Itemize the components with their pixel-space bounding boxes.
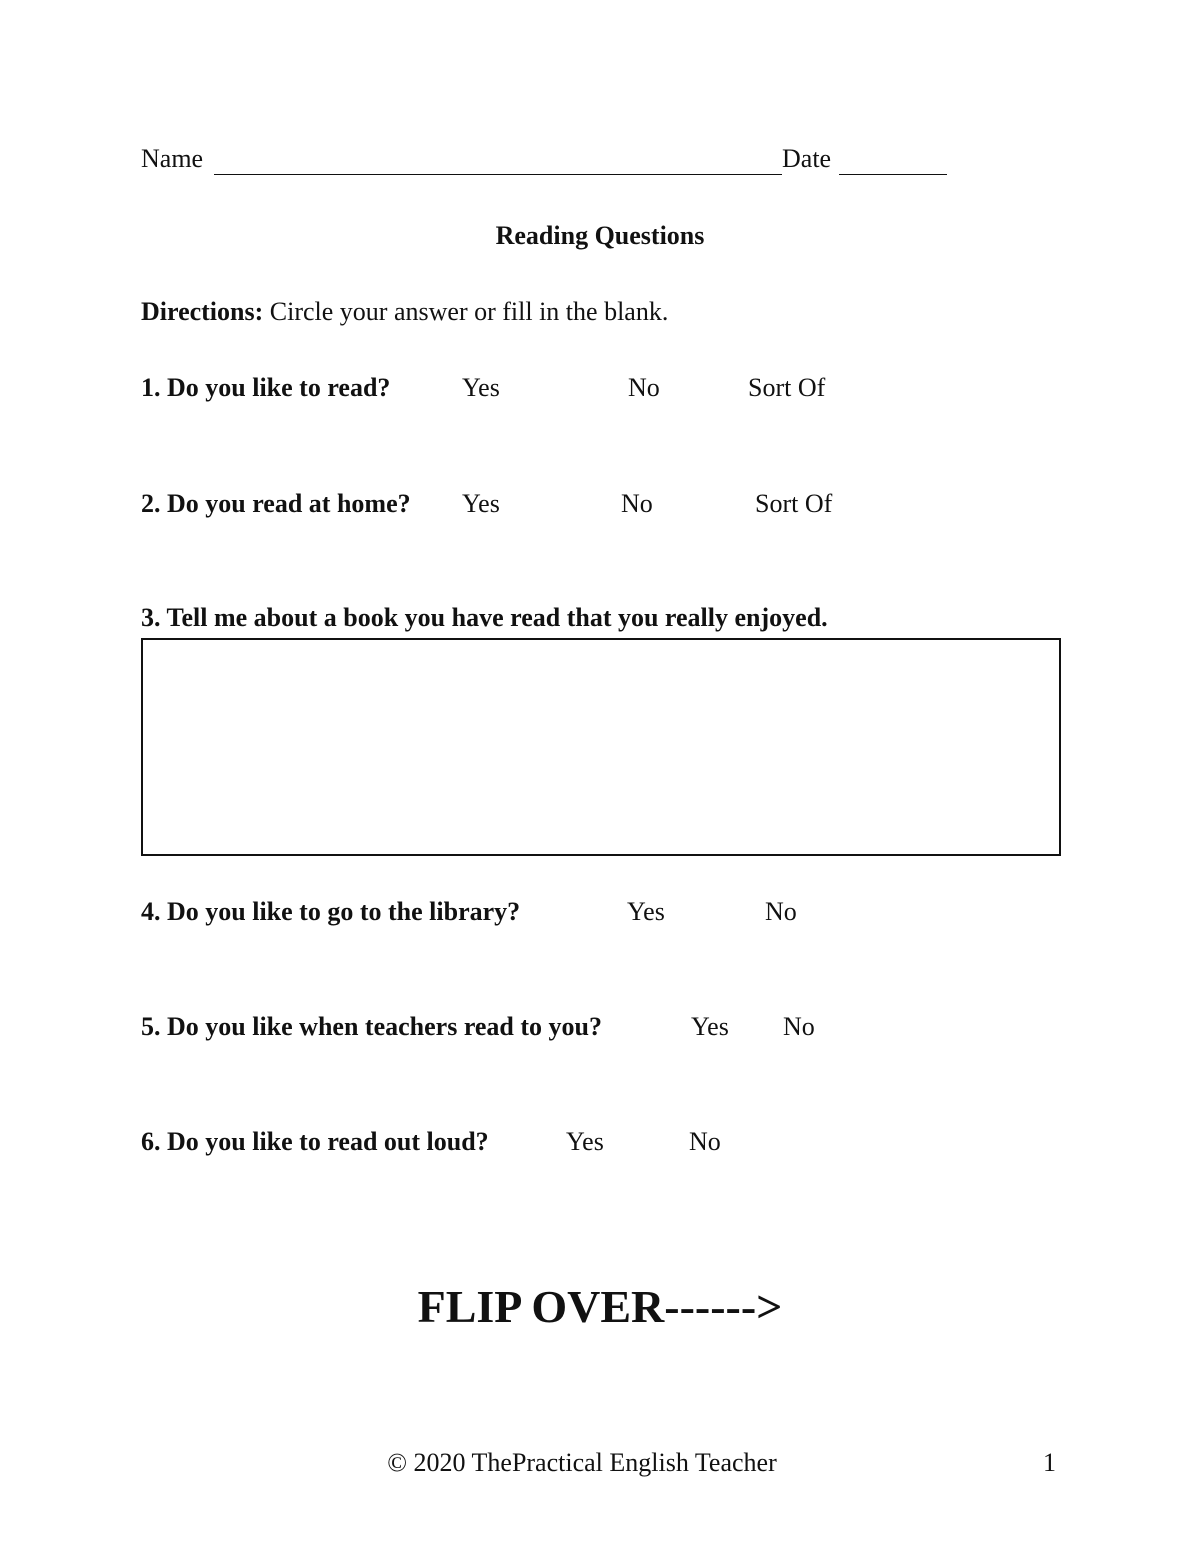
directions-text: Circle your answer or fill in the blank. bbox=[269, 297, 669, 326]
name-blank-line[interactable] bbox=[214, 174, 782, 175]
question-6-option-no[interactable]: No bbox=[689, 1127, 721, 1156]
question-6-option-yes[interactable]: Yes bbox=[566, 1127, 604, 1156]
question-4-option-no[interactable]: No bbox=[765, 897, 797, 926]
question-3-answer-box[interactable] bbox=[141, 638, 1061, 856]
question-4-prompt: 4. Do you like to go to the library? bbox=[141, 897, 521, 926]
page-number: 1 bbox=[1043, 1448, 1056, 1477]
page-title: Reading Questions bbox=[495, 221, 705, 250]
question-5-prompt: 5. Do you like when teachers read to you? bbox=[141, 1012, 603, 1041]
question-4-option-yes[interactable]: Yes bbox=[627, 897, 665, 926]
question-1-prompt: 1. Do you like to read? bbox=[141, 373, 391, 402]
name-label: Name bbox=[141, 144, 204, 173]
question-1-option-no[interactable]: No bbox=[628, 373, 660, 402]
question-2-prompt: 2. Do you read at home? bbox=[141, 489, 411, 518]
question-2-option-yes[interactable]: Yes bbox=[462, 489, 500, 518]
question-5-option-yes[interactable]: Yes bbox=[691, 1012, 729, 1041]
directions-label: Directions: bbox=[141, 297, 264, 326]
directions bbox=[141, 296, 668, 328]
question-2-option-sort-of[interactable]: Sort Of bbox=[755, 489, 833, 518]
question-1-option-yes[interactable]: Yes bbox=[462, 373, 500, 402]
question-2-option-no[interactable]: No bbox=[621, 489, 653, 518]
copyright-footer: © 2020 ThePractical English Teacher bbox=[387, 1448, 777, 1477]
question-1-option-sort-of[interactable]: Sort Of bbox=[748, 373, 826, 402]
date-label: Date bbox=[782, 144, 832, 173]
question-6-prompt: 6. Do you like to read out loud? bbox=[141, 1127, 489, 1156]
date-blank-line[interactable] bbox=[839, 174, 947, 175]
question-3-prompt: 3. Tell me about a book you have read that you really enjoyed. bbox=[141, 603, 828, 632]
flip-over-instruction: FLIP OVER------> bbox=[417, 1281, 783, 1332]
question-5-option-no[interactable]: No bbox=[783, 1012, 815, 1041]
